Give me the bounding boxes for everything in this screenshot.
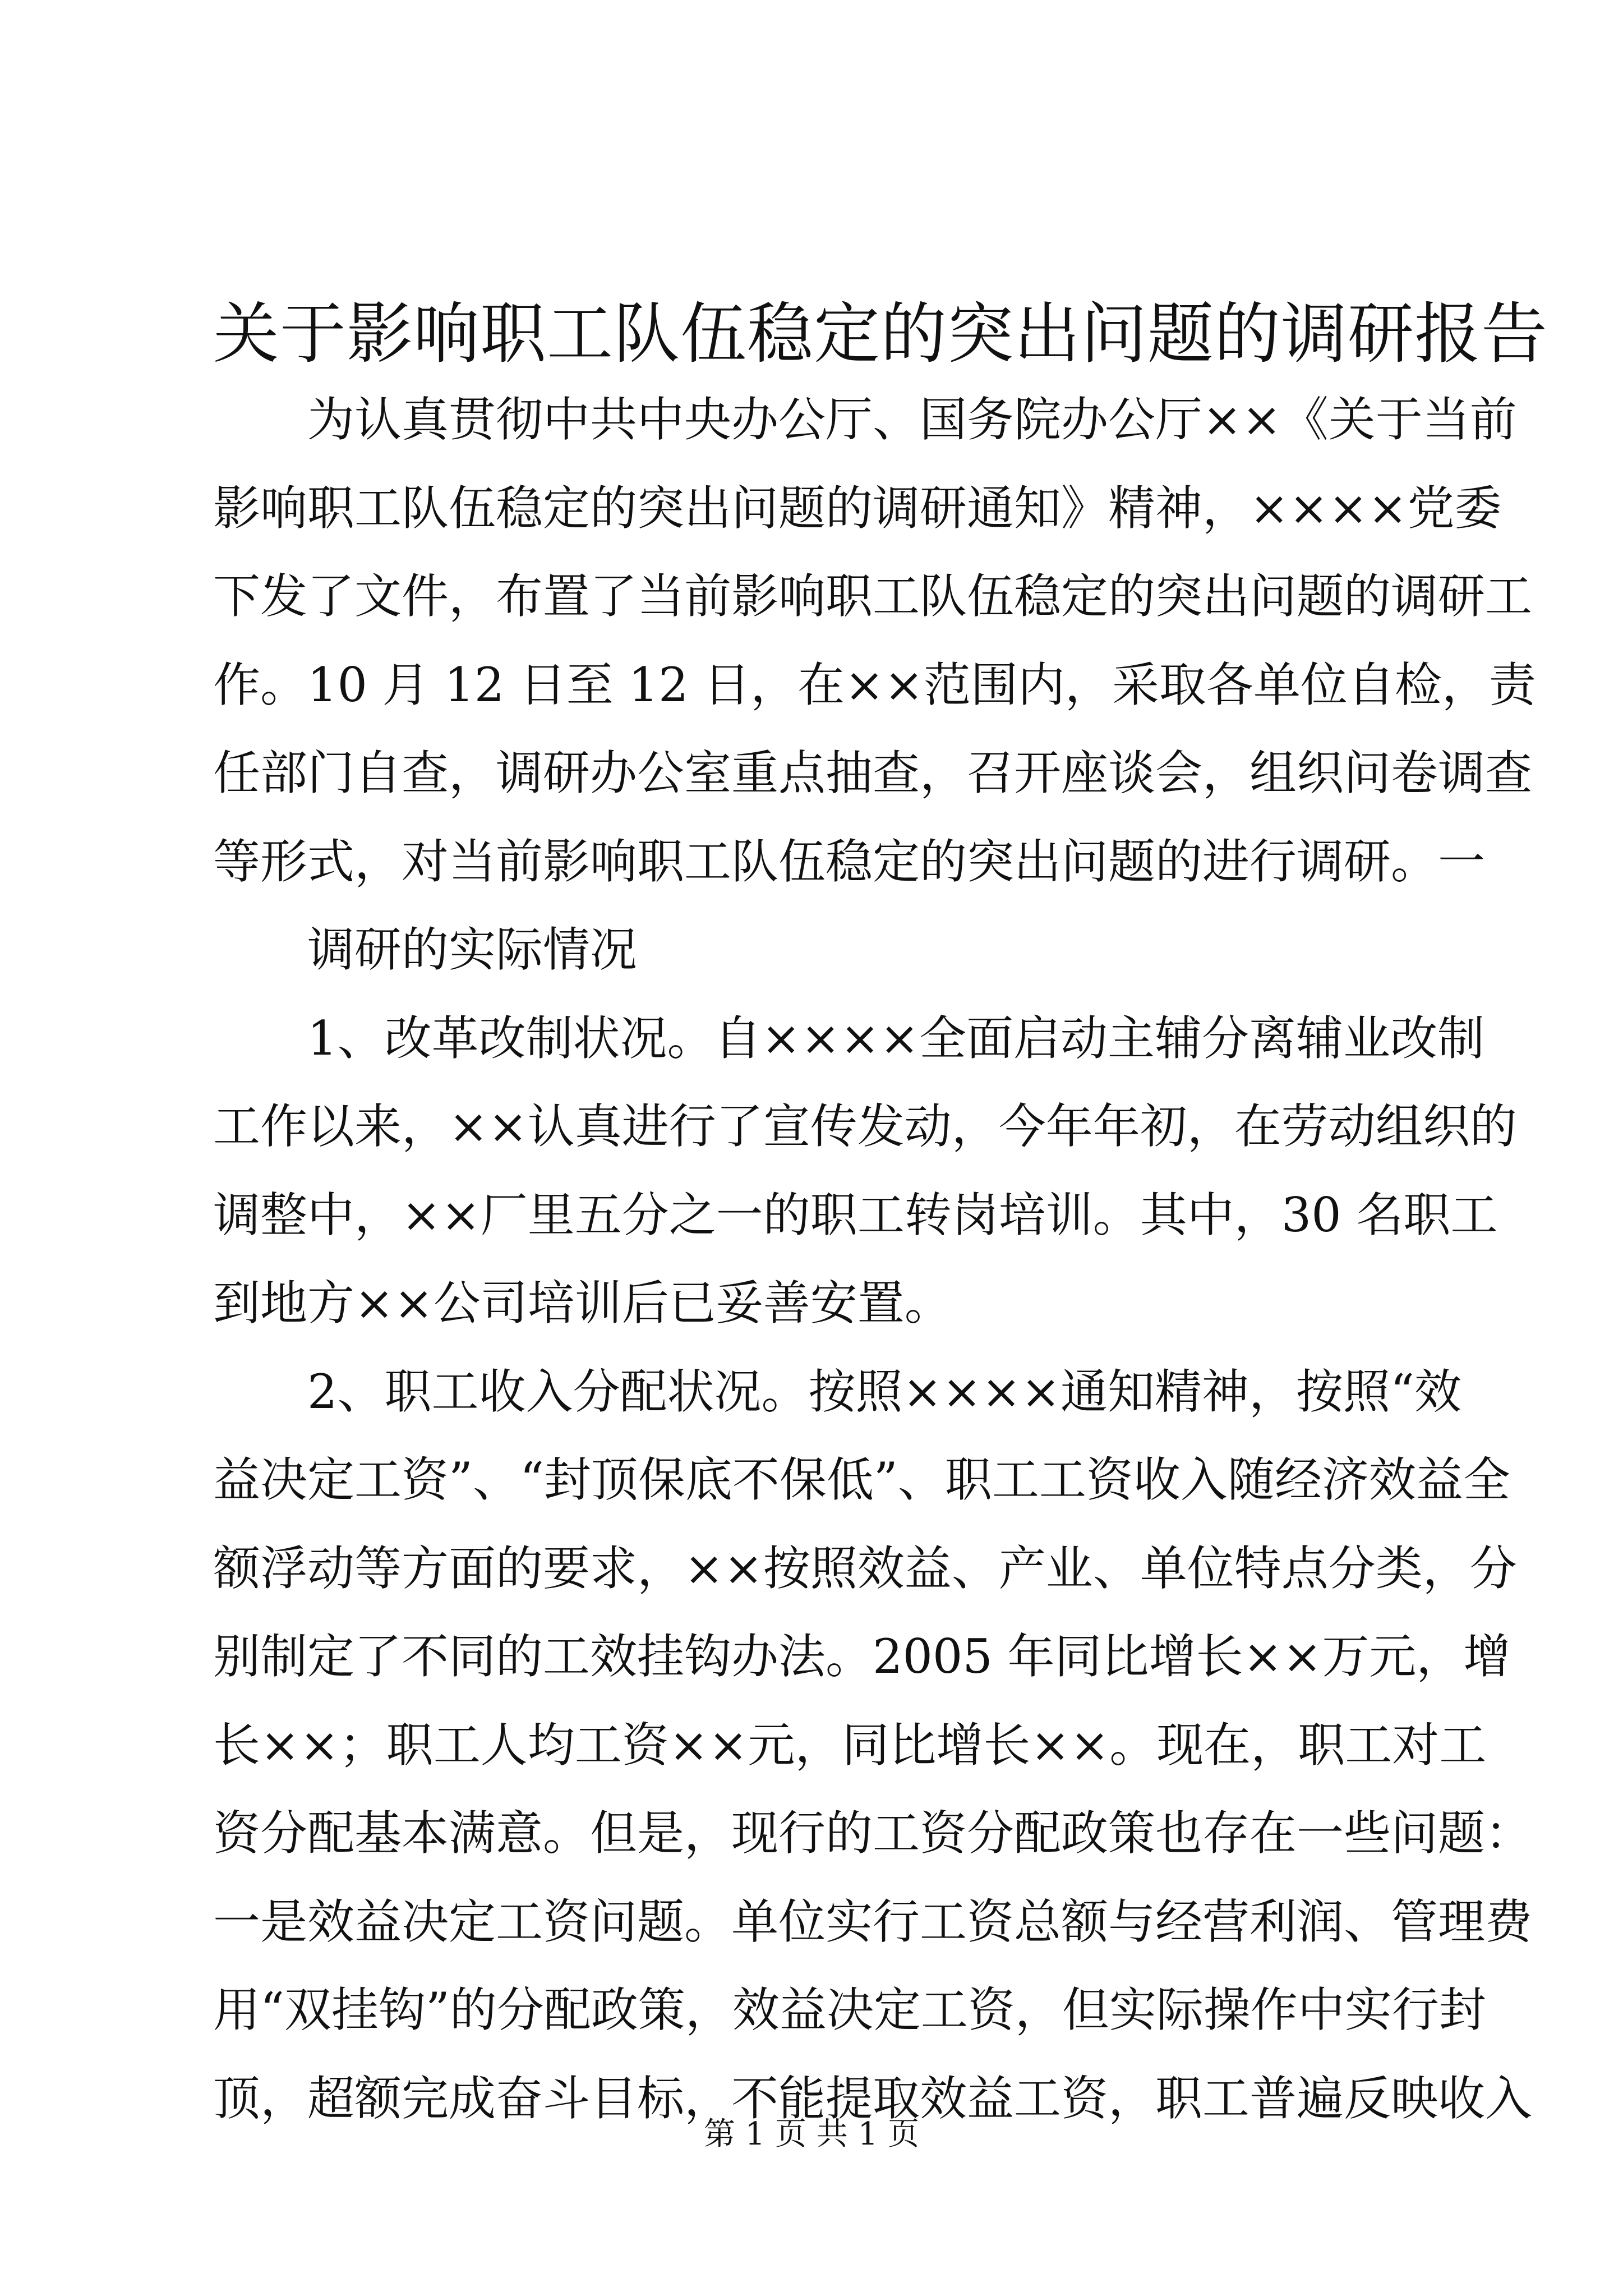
- body-text-line: 一是效益决定工资问题。单位实行工资总额与经营利润、管理费: [213, 1894, 1533, 1949]
- body-text-line: 益决定工资”、“封顶保底不保低”、职工工资收入随经济效益全: [213, 1452, 1510, 1507]
- body-text-line: 等形式，对当前影响职工队伍稳定的突出问题的进行调研。一: [213, 834, 1486, 889]
- body-text-line: 下发了文件，布置了当前影响职工队伍稳定的突出问题的调研工: [213, 569, 1533, 624]
- body-text-line: 额浮动等方面的要求，××按照效益、产业、单位特点分类，分: [213, 1540, 1517, 1596]
- body-text-line: 任部门自查，调研办公室重点抽查，召开座谈会，组织问卷调查: [213, 746, 1533, 800]
- body-text-line: 到地方××公司培训后已妥善安置。: [213, 1276, 952, 1331]
- body-text-line: 为认真贯彻中共中央办公厅、国务院办公厅××《关于当前: [307, 392, 1517, 447]
- body-text-line: 长××；职工人均工资××元，同比增长××。现在，职工对工: [213, 1717, 1487, 1773]
- body-text-line: 作。10 月 12 日至 12 日，在××范围内，采取各单位自检，责: [213, 657, 1536, 712]
- document-title: 关于影响职工队伍稳定的突出问题的调研报告: [213, 295, 1548, 372]
- body-text-line: 1、改革改制状况。自××××全面启动主辅分离辅业改制: [307, 1010, 1484, 1066]
- page-footer: 第 1 页 共 1 页: [703, 2116, 920, 2152]
- body-text-line: 别制定了不同的工效挂钩办法。2005 年同比增长××万元，增: [213, 1629, 1511, 1684]
- body-text-line: 资分配基本满意。但是，现行的工资分配政策也存在一些问题：: [213, 1806, 1533, 1861]
- body-text-line: 2、职工收入分配状况。按照××××通知精神，按照“效: [307, 1364, 1461, 1419]
- body-text-line: 影响职工队伍稳定的突出问题的调研通知》精神，××××党委: [213, 480, 1502, 536]
- body-text-line: 用“双挂钩”的分配政策，效益决定工资，但实际操作中实行封: [213, 1982, 1486, 2037]
- body-text-line: 调整中，××厂里五分之一的职工转岗培训。其中，30 名职工: [213, 1187, 1498, 1243]
- body-text-line: 顶，超额完成奋斗目标，不能提取效益工资，职工普遍反映收入: [213, 2070, 1533, 2126]
- body-text-line: 调研的实际情况: [307, 922, 638, 977]
- body-text-line: 工作以来，××认真进行了宣传发动，今年年初，在劳动组织的: [213, 1099, 1517, 1154]
- document-body: [213, 376, 1536, 2143]
